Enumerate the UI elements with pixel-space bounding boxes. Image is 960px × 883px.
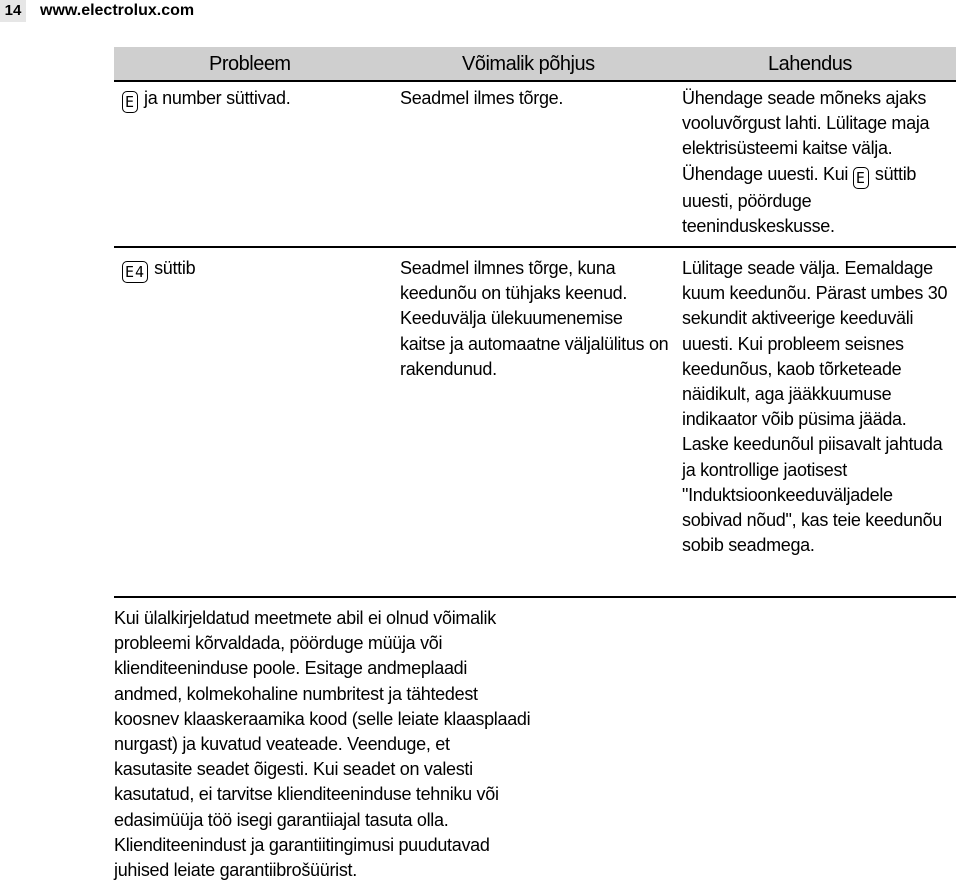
error-code-e-display-icon: E bbox=[853, 167, 869, 189]
page-header bbox=[0, 0, 960, 22]
page-number: 14 bbox=[0, 0, 26, 22]
solution-text-before: Ühendage seade mõneks ajaks vooluvõrgust lahti. Lülitage maja elektrisüsteemi kaitse välja. Ühendage uuesti. Kui bbox=[682, 88, 930, 184]
error-code-e4-display-icon: E4 bbox=[122, 261, 148, 283]
problem-text: süttib bbox=[154, 258, 196, 278]
table-row bbox=[114, 256, 956, 598]
table-row bbox=[114, 86, 956, 248]
solution-cell bbox=[682, 86, 954, 239]
table-header bbox=[114, 47, 956, 82]
problem-cell bbox=[122, 256, 392, 283]
service-footnote: Kui ülalkirjeldatud meetmete abil ei olnud võimalik probleemi kõrvaldada, pöörduge müüja või klienditeeninduse poole. Esitage andmeplaadi andmed, kolmekohaline numbritest ja tähtedest koosnev klaaskeraamika kood (selle leiate klaasplaadi nurgast) ja kuvatud veateade. Veenduge, et kasutasite seadet õigesti. Kui seadet on valesti kasutatud, ei tarvitse klienditeeninduse tehniku või edasimüüja töö isegi garantiiajal tasuta olla. Klienditeenindust ja garantiitingimusi puudutavad juhised leiate garantiibrošüürist. bbox=[114, 608, 531, 881]
solution-text-after: süttib uuesti, pöörduge teeninduskeskusse. bbox=[682, 163, 917, 236]
problem-text: ja number süttivad. bbox=[144, 88, 291, 108]
cause-cell: Seadmel ilmes tõrge. bbox=[400, 88, 564, 108]
cause-cell: Seadmel ilmnes tõrge, kuna keedunõu on tühjaks keenud. Keeduvälja ülekuumenemise kaitse ja automaatne väljalülitus on rakendunud. bbox=[400, 258, 669, 379]
website-url: www.electrolux.com bbox=[40, 2, 195, 19]
solution-cell: Lülitage seade välja. Eemaldage kuum keedunõu. Pärast umbes 30 sekundit aktiveerige keeduväli uuesti. Kui probleem seisnes keedunõus, kaob tõrketeade näidikult, aga jääkkuumuse indikaator võib püsima jääda. Laske keedunõul piisavalt jahtuda ja kontrollige jaotisest "Induktsioonkeeduväljadele sobivad nõud", kas teie keedunõu sobib seadmega. bbox=[682, 258, 948, 556]
column-header-problem: Probleem bbox=[209, 53, 291, 75]
error-code-e-display-icon: E bbox=[122, 91, 138, 113]
problem-cell bbox=[122, 86, 392, 113]
column-header-cause: Võimalik põhjus bbox=[462, 53, 595, 75]
column-header-solution: Lahendus bbox=[768, 53, 852, 75]
